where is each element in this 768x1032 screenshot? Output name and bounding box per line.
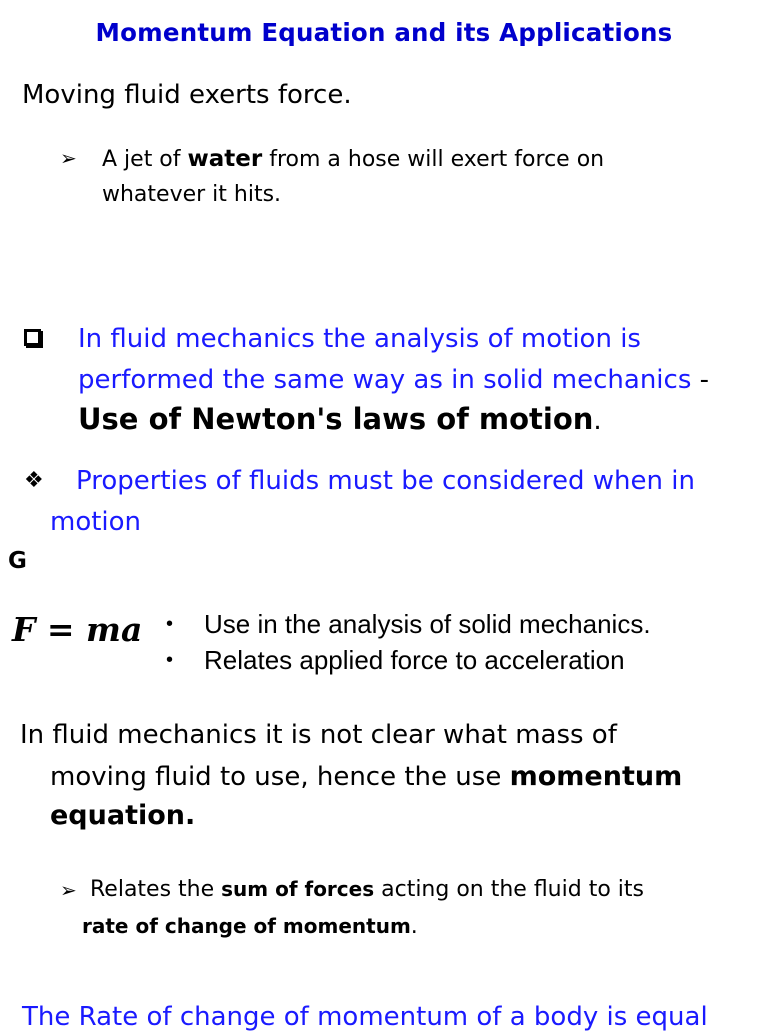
- dot-bullet-icon: •: [166, 613, 174, 635]
- intro-text: Moving fluid exerts force.: [22, 80, 352, 110]
- mechanics-line-2-text: performed the same way as in solid mechanics: [78, 365, 692, 395]
- sum-of-forces-bold: sum of forces: [221, 877, 375, 901]
- mass-line-2-text: moving fluid to use, hence the use: [50, 762, 510, 792]
- checkbox-bullet-icon: [24, 329, 41, 346]
- rate-of-change-bold: rate of change of momentum: [82, 914, 411, 938]
- mass-line-2: [50, 761, 682, 792]
- dot-bullet-icon: •: [166, 649, 174, 671]
- diamond-bullet-icon: ❖: [24, 468, 44, 493]
- hose-pre: A jet of: [102, 147, 188, 172]
- formula-bullet-2: Relates applied force to acceleration: [204, 645, 625, 675]
- hose-post: from a hose will exert force on: [262, 147, 605, 172]
- relates-line-2: [82, 914, 418, 939]
- momentum-bold: momentum: [509, 761, 683, 792]
- hose-bold: water: [187, 146, 263, 172]
- newton-laws-bold: Use of Newton's laws of motion: [78, 402, 594, 436]
- newton-laws-period: .: [593, 406, 602, 436]
- mechanics-line-1: In fluid mechanics the analysis of motion is: [78, 324, 641, 354]
- stray-letter: G: [8, 548, 27, 574]
- hose-line-2: whatever it hits.: [102, 182, 282, 207]
- hose-line-1: [102, 146, 604, 172]
- newton-laws-line: [78, 402, 602, 436]
- relates-line-1: [90, 877, 644, 902]
- mass-line-1: In fluid mechanics it is not clear what mass of: [20, 720, 617, 750]
- arrow-bullet-icon: ➢: [60, 878, 77, 902]
- bottom-partial-line: The Rate of change of momentum of a body is equal: [22, 1002, 708, 1032]
- relates-mid: acting on the fluid to its: [374, 877, 644, 902]
- properties-line-2: motion: [50, 507, 142, 537]
- equation-bold: equation.: [50, 800, 196, 831]
- newton-formula: F = ma: [12, 610, 143, 649]
- relates-pre: Relates the: [90, 877, 222, 902]
- arrow-bullet-icon: ➢: [60, 146, 77, 170]
- formula-bullet-1: Use in the analysis of solid mechanics.: [204, 609, 651, 639]
- relates-period: .: [410, 914, 418, 939]
- page-title: Momentum Equation and its Applications: [95, 18, 673, 47]
- mechanics-line-2: [78, 365, 709, 395]
- properties-line-1: Properties of fluids must be considered when in: [76, 466, 695, 496]
- mechanics-dash: -: [691, 365, 710, 395]
